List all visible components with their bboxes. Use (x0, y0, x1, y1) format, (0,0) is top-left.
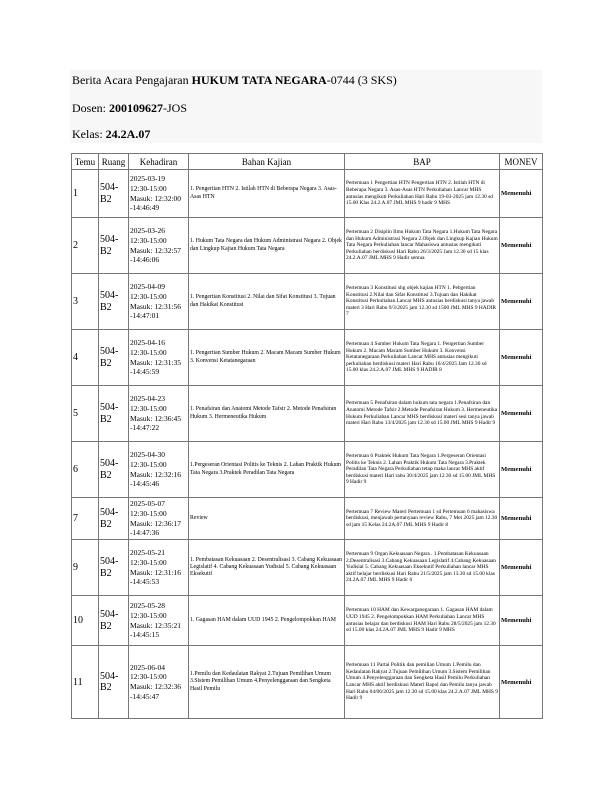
cell-bahan-kajian: 1.Pemilu dan Kedaulatan Rakyat 2.Tujuan Pemilihan Umum 3.Sistem Pemilihan Umum 4.Penyelenggaraan dan Sengketa Hasil Pemilu (189, 646, 345, 719)
cell-kehadiran (129, 330, 189, 386)
attendance-time: 12:30-15:00 (130, 508, 167, 518)
cell-bap: Pertemuan 4 Sumber Hukum Tata Negara 1. Pengertian Sumber Hukum 2. Macam Macam Sumber Hukum 3. Konvensi Ketatanegaraan Perkuliahan Lancar MHS antusias mengikuti perkuliahan berdiskusi materi Hari Rabu 16/4/2025 Jam 12.30 sd 15.00 klas 24.2.A.07 JML MHS 9 HADIR 8 (345, 330, 500, 386)
class-line (72, 127, 150, 142)
cell-bahan-kajian: 1. Hukum Tata Negara dan Hukum Administrasi Negara 2. Objek dan Lingkup Kajian Hukum Tata Negara (189, 218, 345, 274)
cell-monev: Memenuhi (500, 498, 543, 540)
attendance-check-out: -14:47:22 (130, 423, 160, 433)
cell-monev: Memenuhi (500, 170, 543, 218)
attendance-time: 12:30-15:00 (130, 183, 167, 193)
attendance-check-out: -14:47:36 (130, 528, 160, 538)
attendance-date: 2025-04-23 (130, 394, 165, 403)
cell-ruang: 504-B2 (99, 330, 129, 386)
report-title (72, 73, 397, 88)
attendance-time: 12:30-15:00 (130, 557, 167, 567)
table-row (72, 442, 543, 498)
attendance-date: 2025-04-09 (130, 282, 165, 291)
cell-bahan-kajian: 1.Pergeseran Orientasi Politis ke Teknis 2. Lahan Praktik Hukum Tata Negara 3.Praktek Peradilan Tata Negara (189, 442, 345, 498)
attendance-check-out: -14:47:01 (130, 311, 160, 321)
cell-bahan-kajian: 1. Penafsiran dan Anatomi Metode Tafsir 2. Metode Penafsiran Hukum 3. Hermeneutika Hukum (189, 386, 345, 442)
cell-temu: 7 (72, 498, 99, 540)
cell-bahan-kajian: 1. Pembatasan Kekuasaan 2. Desentralisasi 3. Cabang Kekuasaan Legislatif 4. Cabang Kekuasaan Yudisial 5. Cabang Kekuasaan Eksekutif (189, 540, 345, 596)
header-bap: BAP (345, 154, 500, 170)
cell-temu: 11 (72, 646, 99, 719)
cell-monev: Memenuhi (500, 646, 543, 719)
cell-temu: 5 (72, 386, 99, 442)
attendance-check-in: Masuk: 12:31:35 (130, 357, 182, 367)
cell-temu: 9 (72, 540, 99, 596)
cell-bap: Pertemuan 5 Penafsiran dalam hukum tata negara 1.Penafsiran dan Anatomi Metode Tafsir 2.Metode Penafsiran Hukum 3. Hermeneutika Hukum Perkuliahan Lancar MHS berdiskusi materi sesi tanya jawab materi Hari Rabu 13/4/2025 jam 12.30 sd 15.00 JML MHS 9 Hadir 9 (345, 386, 500, 442)
course-name: HUKUM TATA NEGARA (191, 73, 327, 87)
attendance-date: 2025-04-16 (130, 338, 165, 347)
attendance-check-out: -14:46:49 (130, 203, 160, 213)
cell-monev: Memenuhi (500, 540, 543, 596)
cell-bap: Pertemuan 7 Review Materi Pertemuan 1 sd Pertemuan 6 mahasiswa berdiskusi, menjawab pertanyaan review Rabu, 7 Mei 2025 jam 12.30 sd jam 15 Kelas 24.2A.07 JML MHS 9 Hadir 8 (345, 498, 500, 540)
cell-bap: Pertemuan 3 Konstitusi shg objek kajian HTN 1. Pebgertian Konstitusi 2.Nilai dan Sifat Konstitusi 3.Tujuan dan Hakikat Konstitusi Perkuliahan Lancar MHS antusias berdiskusi tanya jawab materi 3 Hari Rabu 9/3/2025 jam 12.30 sd 1500 JML MHS 9 HADIR 7 (345, 274, 500, 330)
cell-kehadiran (129, 170, 189, 218)
cell-monev: Memenuhi (500, 330, 543, 386)
lecturer-line (72, 101, 187, 116)
cell-kehadiran (129, 498, 189, 540)
table-header-row (72, 154, 543, 170)
table-row (72, 596, 543, 646)
cell-bap: Pertemuan 9 Organ Kekuasaan Negara . 1.Pembatasan Kekuasaan 2.Desentralisasi 3.Cabang Kekuasaan Legislatif 4.Cabang Kekuasaan Yudisial 5. Cabang Kekuasaan Eksekutif Perkuliahan lancar MHS aktif belajar berdiskusi Hari Rabu 21/5/2025 jam 13.30 sd 15.00 klas 24.2A.07 JML MHS 9 Hadir 6 (345, 540, 500, 596)
cell-monev: Memenuhi (500, 218, 543, 274)
cell-monev: Memenuhi (500, 386, 543, 442)
header-kehadiran: Kehadiran (129, 154, 189, 170)
attendance-check-out: -14:45:15 (130, 630, 160, 640)
attendance-check-in: Masuk: 12:32:16 (130, 469, 182, 479)
table-row (72, 218, 543, 274)
attendance-date: 2025-05-28 (130, 601, 165, 610)
attendance-date: 2025-06-04 (130, 662, 165, 672)
cell-ruang: 504-B2 (99, 218, 129, 274)
table-row (72, 646, 543, 719)
cell-bap: Pertemuan 10 HAM dan Kewarganegaraan 1. Gagasan HAM dalam UUD 1945 2. Pengelompokkan HAM Perkuliahan Lancar MHS antusias belajar dan berdiskusi HAM Hari Rabu 28/5/2025 jam 12.30 sd 15.00 klas 24.2A.07 JML MHS 9 Hadir 9 MHS (345, 596, 500, 646)
cell-kehadiran (129, 274, 189, 330)
attendance-check-out: -14:45:46 (130, 479, 160, 489)
attendance-time: 12:30-15:00 (130, 610, 167, 620)
cell-temu: 3 (72, 274, 99, 330)
attendance-check-out: -14:45:47 (130, 691, 160, 701)
table-row (72, 330, 543, 386)
header-bahan-kajian: Bahan Kajian (189, 154, 345, 170)
cell-ruang: 504-B2 (99, 386, 129, 442)
attendance-check-in: Masuk: 12:35:21 (130, 620, 182, 630)
lecturer-label: Dosen: (72, 101, 109, 115)
attendance-time: 12:30-15:00 (130, 403, 167, 413)
attendance-date: 2025-05-21 (130, 548, 165, 557)
attendance-time: 12:30-15:00 (130, 347, 167, 357)
attendance-check-in: Masuk: 12:32:57 (130, 245, 182, 255)
cell-ruang: 504-B2 (99, 646, 129, 719)
cell-bap: Pertemuan 11 Partai Politik dan pemilian Umum 1.Pemilu dan Kedaulatan Rakyat 2.Tujuan Pemilihan Umum 3.Sistem Pemilihan Umum 4.Penyelenggaraan dan Sengketa Hasil Pemilu Perkuliahan Lancar MHS aktif berdiskusi Materi Bapol dan Pemilu tanya jawab Hari Rabu 04/06/2025 jam 12.30 sd 15.00 klas 24.2.A.07 JML MHS 9 Hadir 9 (345, 646, 500, 719)
header-monev: MONEV (500, 154, 543, 170)
table-row (72, 386, 543, 442)
attendance-check-in: Masuk: 12:31:16 (130, 567, 182, 577)
cell-ruang: 504-B2 (99, 274, 129, 330)
course-code: -0744 (3 SKS) (326, 73, 397, 87)
table-row (72, 540, 543, 596)
teaching-report-table (71, 153, 543, 719)
cell-ruang: 504-B2 (99, 498, 129, 540)
cell-bahan-kajian: 1. Gagasan HAM dalam UUD 1945 2. Pengelompokkan HAM (189, 596, 345, 646)
cell-ruang: 504-B2 (99, 170, 129, 218)
class-label: Kelas: (72, 127, 106, 141)
cell-bap: Pertemuan 6 Praktek Hukum Tata Negara 1.Pergeseran Orientasi Politis ke Teknis 2. Lahan Praktik Hukum Tata Negara 3.Praktek Peradilan Tata Negara Perkuliahan tetap maka lancar MHS aktif berdiskusi materi Hari rabu 30/4/2025 jam 12.30 sd 15.00 JML MHS 9 Hadir 9 (345, 442, 500, 498)
cell-kehadiran (129, 386, 189, 442)
attendance-check-out: -14:46:06 (130, 255, 160, 265)
cell-bahan-kajian: 1. Pengertian HTN 2. Istilah HTN di Beberapa Negara 3. Asas-Asas HTN (189, 170, 345, 218)
title-prefix: Berita Acara Pengajaran (72, 73, 192, 87)
lecturer-code: -JOS (163, 101, 188, 115)
table-row (72, 498, 543, 540)
cell-kehadiran (129, 442, 189, 498)
attendance-check-in: Masuk: 12:36:17 (130, 518, 182, 528)
cell-kehadiran (129, 646, 189, 719)
cell-temu: 10 (72, 596, 99, 646)
cell-temu: 6 (72, 442, 99, 498)
attendance-date: 2025-03-26 (130, 226, 165, 235)
cell-bahan-kajian: Review (189, 498, 345, 540)
table-row (72, 274, 543, 330)
cell-bahan-kajian: 1. Pengertian Konstitusi 2. Nilai dan Sifat Konstitusi 3. Tujuan dan Hakikat Konstitusi (189, 274, 345, 330)
cell-kehadiran (129, 540, 189, 596)
attendance-check-out: -14:45:59 (130, 367, 160, 377)
lecturer-id: 200109627 (109, 101, 163, 115)
report-header (70, 70, 542, 143)
attendance-time: 12:30-15:00 (130, 291, 167, 301)
attendance-time: 12:30-15:00 (130, 459, 167, 469)
attendance-date: 2025-05-07 (130, 499, 165, 508)
cell-ruang: 504-B2 (99, 596, 129, 646)
cell-temu: 4 (72, 330, 99, 386)
cell-temu: 2 (72, 218, 99, 274)
attendance-date: 2025-04-30 (130, 450, 165, 459)
cell-bap: Pertemuan 2 Disiplin Ilmu Hukum Tata Negara 1.Hukum Tata Negara dan Hukum Administrasi Negara 2.Objek dan Lingkup Kajian Hukum Tata Negara Perkuliahan lancar Mahasiswa antusias mengikuti Perkuliahan berdiskusi Hari Rabu 26/3/2025 Jam 12.30 sd 15 klas 24.2.A.07 JML MHS 9 Hadir semua (345, 218, 500, 274)
cell-monev: Memenuhi (500, 274, 543, 330)
cell-kehadiran (129, 218, 189, 274)
header-temu: Temu (72, 154, 99, 170)
cell-bahan-kajian: 1. Pengertian Sumber Hukum 2. Macam Macam Sumber Hukum 3. Konvensi Ketatanegaraan (189, 330, 345, 386)
attendance-check-in: Masuk: 12:32:00 (130, 193, 182, 203)
cell-kehadiran (129, 596, 189, 646)
attendance-date: 2025-03-19 (130, 174, 165, 183)
attendance-check-in: Masuk: 12:32:36 (130, 682, 182, 691)
class-value: 24.2A.07 (105, 127, 151, 141)
attendance-time: 12:30-15:00 (130, 235, 167, 245)
cell-ruang: 504-B2 (99, 540, 129, 596)
attendance-check-in: Masuk: 12:31:56 (130, 301, 182, 311)
cell-temu: 1 (72, 170, 99, 218)
attendance-check-in: Masuk: 12:36:45 (130, 413, 182, 423)
cell-monev: Memenuhi (500, 442, 543, 498)
cell-bap: Pertemuan 1 Pengertian HTN Pengertian HTN 2. Istilah HTN di Beberapa Negara 3. Asas-Asas HTN Perkuliahan Lancar MHS antusias mengikuti Perkuliahan Hari Rabu 19-03-2025 jam 12.30 sd 15.00 Klas 24.2.A.07 JML MHS 9 hadir 9 MHS (345, 170, 500, 218)
attendance-check-out: -14:45:53 (130, 577, 160, 587)
cell-ruang: 504-B2 (99, 442, 129, 498)
header-ruang: Ruang (99, 154, 129, 170)
cell-monev: Memenuhi (500, 596, 543, 646)
table-row (72, 170, 543, 218)
attendance-time: 12:30-15:00 (130, 672, 167, 682)
